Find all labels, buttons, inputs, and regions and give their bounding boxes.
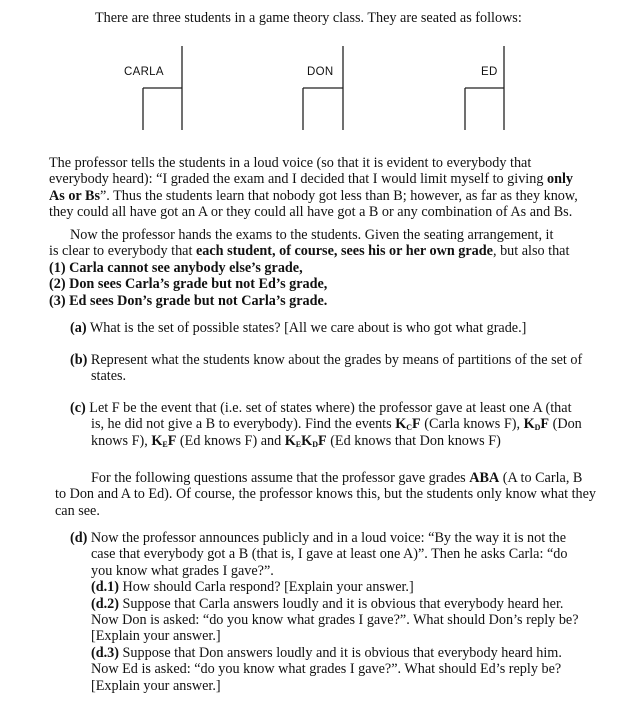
question-c: (c) Let F be the event that (i.e. set of states where) the professor gave at least one A (that is, he did not give a B to everybody). Find the events $K_CF$ (Carla knows F), $K_DF$ (Don knows F), $K_EF$ (Ed knows F) and $K_EK_DF$ (Ed knows that Don knows F) — [70, 400, 582, 449]
p2-line4: (2) Don sees Carla’s grade but not Ed’s grade, — [49, 276, 328, 293]
p3-line2: to Don and A to Ed). Of course, the professor knows this, but the students only know what they — [55, 486, 597, 503]
p2-line2: is clear to everybody that each student, of course, sees his or her own grade, but also that — [49, 243, 570, 260]
chair-carla — [143, 46, 182, 130]
intro-text: There are three students in a game theory class. They are seated as follows: — [95, 10, 522, 26]
p1-line3: As or Bs”. Thus the students learn that nobody got less than B; however, as far as they know, — [49, 187, 578, 204]
question-d2: (d.2) Suppose that Carla answers loudly and it is obvious that everybody heard her. — [91, 595, 564, 612]
p1-line2: everybody heard): “I graded the exam and I decided that I would limit myself to giving only — [49, 171, 574, 188]
chair-don — [303, 46, 343, 130]
question-a: (a) What is the set of possible states? [All we care about is who got what grade.] — [70, 320, 527, 336]
paragraph-seating — [49, 227, 569, 309]
p3-line3: can see. — [55, 502, 100, 519]
chair-ed — [465, 46, 504, 130]
label-don: DON — [307, 66, 334, 78]
question-d: (d) Now the professor announces publicly and in a loud voice: “By the way it is not the case that everybody got a B (that is, I gave at least one A)”. Then he asks Carla: “do you know what grades I gave?”. (d.1) How should Carla respond? [Explain your answer.] (d.2) Suppose that Carla answers loudly and it is obvious that everybody heard her. Now Don is asked: “do you know what grades I gave?”. What should Don’s reply be? [Explain your answer.] (d.3) Suppose that Don answers loudly and it is obvious that everybody heard him. Now Ed is asked: “do you know what grades I gave?”. What should Ed’s reply be? [Explain your answer.] — [70, 530, 579, 694]
paragraph-assumption — [55, 470, 596, 519]
p2-line1: Now the professor hands the exams to the students. Given the seating arrangement, it — [70, 227, 554, 243]
p2-line5: (3) Ed sees Don’s grade but not Carla’s grade. — [49, 292, 328, 309]
question-b: (b) Represent what the students know about the grades by means of partitions of the set of states. — [70, 352, 583, 385]
question-d1: (d.1) How should Carla respond? [Explain your answer.] — [91, 579, 414, 596]
p3-line1: For the following questions assume that the professor gave grades ABA (A to Carla, B — [91, 470, 583, 486]
p1-line4: they could all have got an A or they could all have got a B or any combination of As and Bs. — [49, 204, 573, 221]
p1-line1: The professor tells the students in a loud voice (so that it is evident to everybody that — [49, 155, 532, 171]
label-carla: CARLA — [124, 66, 164, 78]
seating-diagram — [0, 38, 637, 138]
label-ed: ED — [481, 66, 498, 78]
question-d3: (d.3) Suppose that Don answers loudly and it is obvious that everybody heard him. — [91, 644, 562, 661]
p2-line3: (1) Carla cannot see anybody else’s grade, — [49, 259, 303, 276]
chairs-drawing — [0, 38, 637, 138]
paragraph-announcement — [49, 155, 578, 221]
